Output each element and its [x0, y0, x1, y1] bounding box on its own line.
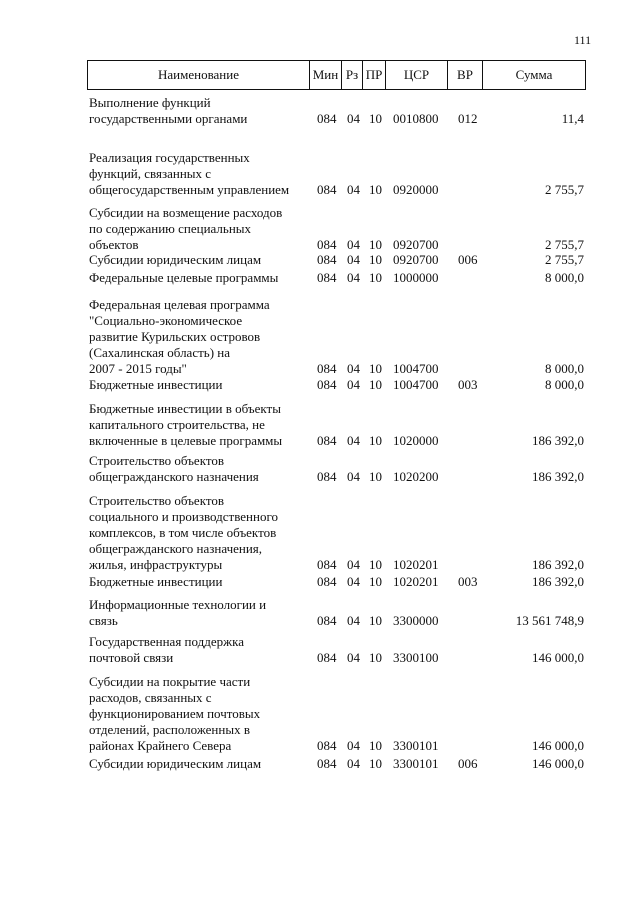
table-row	[0, 634, 640, 666]
table-row	[0, 674, 640, 754]
header-pr: ПР	[363, 61, 386, 89]
table-row	[0, 95, 640, 127]
cell-sum: 8 000,0	[545, 270, 584, 285]
header-sum: Сумма	[515, 67, 553, 82]
cell-min: 084	[317, 252, 337, 267]
row-name-line: Информационные технологии и	[89, 597, 267, 612]
row-name	[89, 377, 311, 393]
cell-min: 084	[317, 377, 337, 392]
cell-rz: 04	[347, 557, 360, 572]
row-name-line: Бюджетные инвестиции в объекты	[89, 401, 281, 416]
row-name-line: объектов	[89, 237, 139, 252]
page-number: 111	[574, 33, 592, 47]
cell-rz: 04	[347, 738, 360, 753]
cell-csr: 3300100	[393, 650, 439, 665]
header-min: Мин	[310, 61, 342, 89]
header-rz: Рз	[342, 61, 363, 89]
table-row	[0, 252, 640, 268]
cell-csr: 1004700	[393, 361, 439, 376]
cell-sum: 2 755,7	[545, 182, 584, 197]
cell-rz: 04	[347, 469, 360, 484]
row-name-line: (Сахалинская область) на	[89, 345, 231, 360]
row-name-line: Строительство объектов	[89, 453, 224, 468]
cell-min: 084	[317, 270, 337, 285]
cell-pr: 10	[369, 613, 382, 628]
header-name: Наименование	[88, 61, 310, 89]
row-name-line: включенные в целевые программы	[89, 433, 283, 448]
row-name-line: Федеральная целевая программа	[89, 297, 270, 312]
row-name-line: Субсидии на возмещение расходов	[89, 205, 283, 220]
cell-min: 084	[317, 111, 337, 126]
row-name-line: социального и производственного	[89, 509, 278, 524]
table-row	[0, 150, 640, 198]
table-row	[0, 756, 640, 772]
cell-min: 084	[317, 237, 337, 252]
row-name-line: отделений, расположенных в	[89, 722, 250, 737]
row-name-line: Субсидии юридическим лицам	[89, 252, 262, 267]
table-row	[0, 401, 640, 449]
row-name	[89, 597, 311, 629]
row-name-line: жилья, инфраструктуры	[89, 557, 223, 572]
table-row	[0, 297, 640, 377]
row-name	[89, 252, 311, 268]
cell-rz: 04	[347, 756, 360, 771]
row-name	[89, 493, 311, 573]
table-header	[87, 60, 586, 90]
cell-pr: 10	[369, 574, 382, 589]
cell-sum: 11,4	[561, 111, 584, 126]
cell-min: 084	[317, 738, 337, 753]
cell-rz: 04	[347, 650, 360, 665]
cell-csr: 1020000	[393, 433, 439, 448]
cell-pr: 10	[369, 756, 382, 771]
row-name-line: "Социально-экономическое	[89, 313, 243, 328]
cell-rz: 04	[347, 237, 360, 252]
cell-min: 084	[317, 613, 337, 628]
cell-csr: 0920700	[393, 252, 439, 267]
row-name-line: функций, связанных с	[89, 166, 212, 181]
row-name-line: функционированием почтовых	[89, 706, 261, 721]
row-name	[89, 270, 311, 286]
cell-rz: 04	[347, 377, 360, 392]
cell-pr: 10	[369, 738, 382, 753]
cell-rz: 04	[347, 361, 360, 376]
cell-csr: 1020200	[393, 469, 439, 484]
row-name	[89, 95, 311, 127]
cell-csr: 3300101	[393, 756, 439, 771]
row-name	[89, 634, 311, 666]
cell-vr: 006	[458, 252, 478, 267]
cell-csr: 3300000	[393, 613, 439, 628]
cell-min: 084	[317, 433, 337, 448]
table-row	[0, 597, 640, 629]
row-name-line: районах Крайнего Севера	[89, 738, 232, 753]
cell-csr: 3300101	[393, 738, 439, 753]
cell-vr: 003	[458, 377, 478, 392]
cell-rz: 04	[347, 252, 360, 267]
cell-csr: 1000000	[393, 270, 439, 285]
cell-sum: 146 000,0	[532, 738, 584, 753]
cell-vr: 003	[458, 574, 478, 589]
row-name-line: развитие Курильских островов	[89, 329, 261, 344]
row-name	[89, 453, 311, 485]
row-name-line: Бюджетные инвестиции	[89, 377, 223, 392]
cell-csr: 0920700	[393, 237, 439, 252]
cell-sum: 8 000,0	[545, 361, 584, 376]
header-vr: ВР	[448, 61, 483, 89]
table-row	[0, 270, 640, 286]
cell-pr: 10	[369, 650, 382, 665]
row-name	[89, 150, 311, 198]
cell-pr: 10	[369, 237, 382, 252]
table-row	[0, 377, 640, 393]
cell-pr: 10	[369, 557, 382, 572]
cell-rz: 04	[347, 270, 360, 285]
row-name	[89, 574, 311, 590]
row-name-line: Бюджетные инвестиции	[89, 574, 223, 589]
row-name-line: общегражданского назначения	[89, 469, 259, 484]
table-row	[0, 453, 640, 485]
cell-min: 084	[317, 650, 337, 665]
cell-rz: 04	[347, 182, 360, 197]
cell-sum: 186 392,0	[532, 574, 584, 589]
row-name-line: комплексов, в том числе объектов	[89, 525, 277, 540]
row-name-line: Субсидии юридическим лицам	[89, 756, 262, 771]
table-row	[0, 205, 640, 253]
cell-pr: 10	[369, 252, 382, 267]
cell-pr: 10	[369, 377, 382, 392]
row-name	[89, 297, 311, 377]
row-name-line: расходов, связанных с	[89, 690, 212, 705]
row-name-line: капитального строительства, не	[89, 417, 265, 432]
header-csr: ЦСР	[386, 61, 448, 89]
row-name-line: общегражданского назначения,	[89, 541, 263, 556]
cell-pr: 10	[369, 270, 382, 285]
row-name-line: Реализация государственных	[89, 150, 250, 165]
cell-rz: 04	[347, 613, 360, 628]
row-name-line: Федеральные целевые программы	[89, 270, 279, 285]
cell-sum: 186 392,0	[532, 557, 584, 572]
cell-pr: 10	[369, 111, 382, 126]
cell-min: 084	[317, 182, 337, 197]
cell-min: 084	[317, 469, 337, 484]
row-name-line: по содержанию специальных	[89, 221, 252, 236]
cell-pr: 10	[369, 182, 382, 197]
cell-min: 084	[317, 361, 337, 376]
cell-sum: 13 561 748,9	[515, 613, 584, 628]
row-name	[89, 756, 311, 772]
table-row	[0, 574, 640, 590]
cell-vr: 006	[458, 756, 478, 771]
row-name-line: почтовой связи	[89, 650, 174, 665]
cell-csr: 0920000	[393, 182, 439, 197]
cell-sum: 146 000,0	[532, 650, 584, 665]
cell-sum: 186 392,0	[532, 433, 584, 448]
cell-rz: 04	[347, 574, 360, 589]
cell-min: 084	[317, 574, 337, 589]
row-name-line: связь	[89, 613, 118, 628]
row-name	[89, 401, 311, 449]
row-name-line: государственными органами	[89, 111, 248, 126]
row-name-line: Строительство объектов	[89, 493, 224, 508]
cell-vr: 012	[458, 111, 478, 126]
cell-sum: 186 392,0	[532, 469, 584, 484]
cell-rz: 04	[347, 111, 360, 126]
table-row	[0, 493, 640, 573]
cell-min: 084	[317, 557, 337, 572]
cell-csr: 0010800	[393, 111, 439, 126]
cell-csr: 1004700	[393, 377, 439, 392]
cell-pr: 10	[369, 469, 382, 484]
row-name-line: 2007 - 2015 годы"	[89, 361, 187, 376]
cell-pr: 10	[369, 433, 382, 448]
row-name-line: Субсидии на покрытие части	[89, 674, 251, 689]
cell-sum: 8 000,0	[545, 377, 584, 392]
cell-sum: 2 755,7	[545, 252, 584, 267]
cell-pr: 10	[369, 361, 382, 376]
cell-csr: 1020201	[393, 557, 439, 572]
row-name-line: Государственная поддержка	[89, 634, 245, 649]
cell-csr: 1020201	[393, 574, 439, 589]
row-name	[89, 674, 311, 754]
cell-sum: 2 755,7	[545, 237, 584, 252]
row-name-line: общегосударственным управлением	[89, 182, 290, 197]
cell-sum: 146 000,0	[532, 756, 584, 771]
cell-min: 084	[317, 756, 337, 771]
row-name	[89, 205, 311, 253]
row-name-line: Выполнение функций	[89, 95, 211, 110]
cell-rz: 04	[347, 433, 360, 448]
